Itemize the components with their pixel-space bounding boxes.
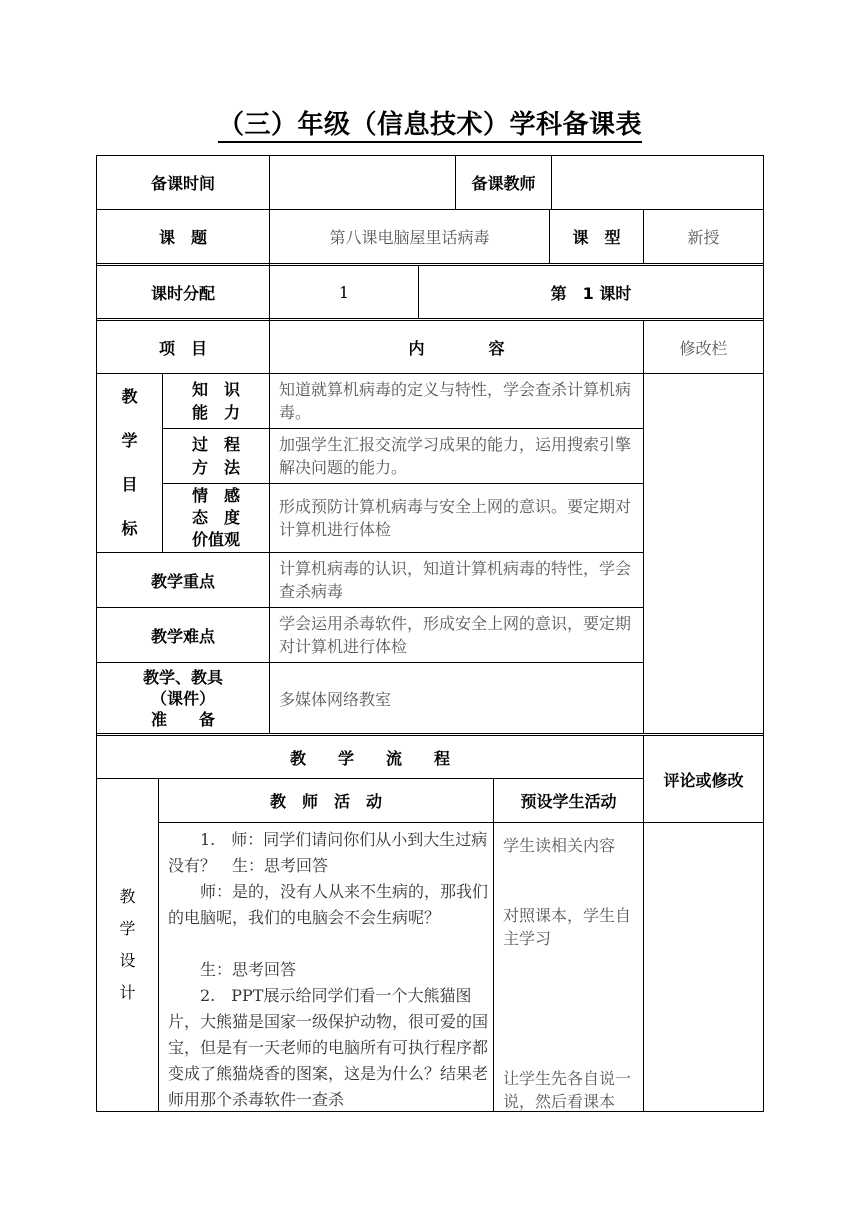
key-point-text: 计算机病毒的认识，知道计算机病毒的特性，学会查杀病毒 — [279, 559, 632, 601]
goal-text-emotion: 形成预防计算机病毒与安全上网的意识。要定期对计算机进行体检 — [279, 497, 632, 539]
teacher-paragraph: 1. 师：同学们请问你们从小到大生过病没有？ 生：思考回答 — [168, 830, 488, 875]
period-alloc-value: 1 — [338, 282, 350, 302]
student-activity-header: 预设学生活动 — [520, 792, 617, 811]
topic-label: 课 题 — [158, 228, 207, 247]
revision-column-header: 修改栏 — [679, 338, 728, 358]
goal-label-emotion: 情 感 态 度 价值观 — [191, 486, 240, 549]
goal-text-knowledge: 知道就算机病毒的定义与特性，学会查杀计算机病毒。 — [279, 380, 632, 422]
prep-teacher-label: 备课教师 — [471, 174, 536, 193]
period-number: 第 1 课时 — [550, 283, 632, 303]
topic-value: 第八课电脑屋里话病毒 — [329, 228, 490, 247]
content-header: 内 容 — [408, 338, 505, 358]
lesson-type-value: 新授 — [687, 228, 720, 247]
teaching-flow-header: 教 学 流 程 — [289, 748, 450, 768]
key-point-label: 教学重点 — [150, 571, 215, 591]
goal-label-process: 过 程 方 法 — [191, 435, 240, 477]
prep-teacher-value — [552, 156, 763, 209]
tools-label: 教学、教具 （课件） 准 备 — [142, 667, 223, 729]
prep-time-value — [270, 156, 455, 209]
teaching-goals-label: 教 学 目 标 — [121, 387, 138, 538]
difficulty-label: 教学难点 — [150, 626, 215, 646]
page-title: （三）年级（信息技术）学科备课表 — [0, 104, 860, 141]
difficulty-text: 学会运用杀毒软件，形成安全上网的意识，要定期对计算机进行体检 — [279, 614, 632, 656]
teacher-paragraph: 生：思考回答 — [168, 960, 297, 979]
period-alloc-label: 课时分配 — [150, 283, 215, 303]
goal-label-knowledge: 知 识 能 力 — [191, 380, 240, 422]
prep-time-label: 备课时间 — [150, 174, 215, 193]
student-activity-item: 对照课本，学生自主学习 — [503, 906, 632, 948]
comment-column-header: 评论或修改 — [663, 770, 744, 790]
teacher-paragraph: 2. PPT展示给同学们看一个大熊猫图片，大熊猫是国家一级保护动物，很可爱的国宝，但是有一天老师的电脑所有可执行程序都变成了熊猫烧香的图案，这是为什么？结果老师用那个杀毒软件一查杀 — [168, 986, 488, 1109]
teacher-paragraph: 师：是的，没有人从来不生病的，那我们的电脑呢，我们的电脑会不会生病呢？ — [168, 882, 489, 927]
item-header: 项 目 — [158, 338, 207, 358]
tools-text: 多媒体网络教室 — [279, 689, 392, 709]
teaching-design-label: 教 学 设 计 — [119, 887, 136, 1002]
student-activity-item: 学生读相关内容 — [503, 836, 616, 855]
student-activity-item: 让学生先各自说一说，然后看课本 — [503, 1069, 632, 1111]
teacher-activity-header: 教 师 活 动 — [269, 792, 382, 811]
lesson-type-label: 课 型 — [572, 228, 621, 247]
goal-text-process: 加强学生汇报交流学习成果的能力，运用搜索引擎解决问题的能力。 — [279, 435, 632, 477]
